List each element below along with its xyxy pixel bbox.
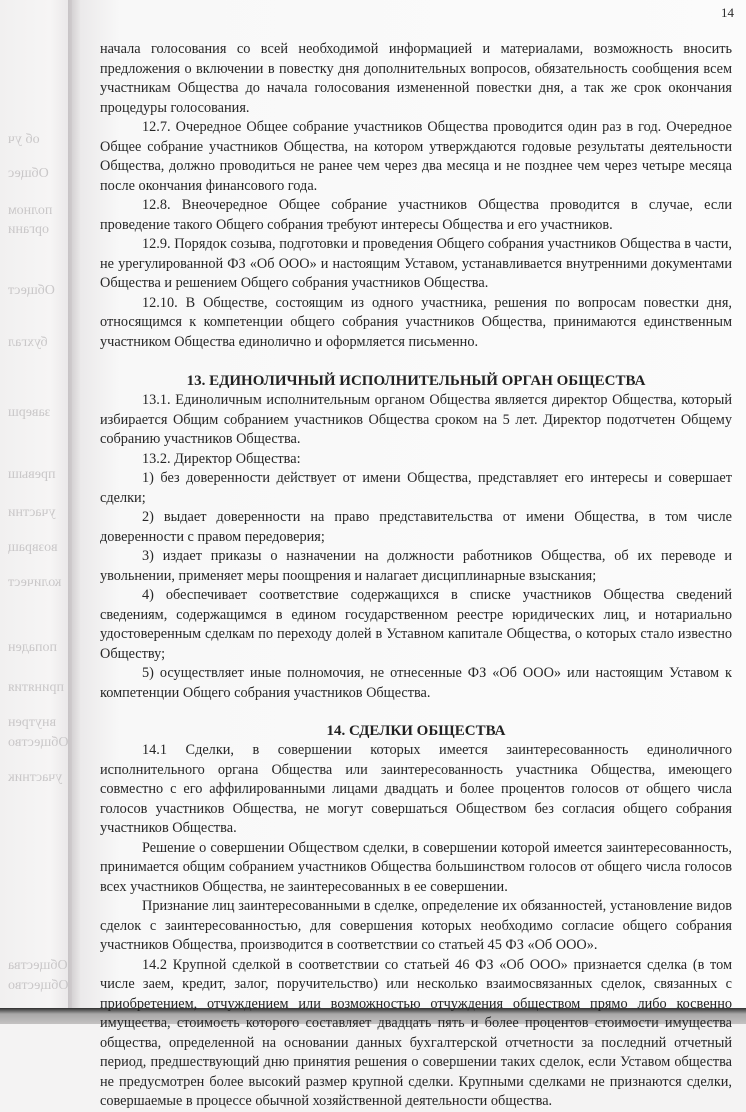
paragraph-12-7: 12.7. Очередное Общее собрание участников Общества проводится один раз в год. Очередное Общее собрание участников Общества, на котором утверждаются годовые результаты деятельности Общества, должно проводиться не ранее чем через два месяца и не позднее чем через четыре месяца после окончания финансового года.	[100, 119, 732, 194]
list-item-13-2-1: 1) без доверенности действует от имени Общества, представляет его интересы и совершает сделки;	[100, 470, 732, 506]
bleed-through-text: бухгал	[8, 335, 48, 350]
bleed-through-text: превыш	[8, 467, 56, 482]
paragraph-14-1-decision: Решение о совершении Обществом сделки, в совершении которой имеется заинтересованность, принимается общим собранием участников Общества большинством голосов от общего числа голосов всех участников Общества, не заинтересованных в ее совершении.	[100, 839, 732, 895]
bleed-through-text: внутрен	[8, 715, 57, 730]
bleed-through-text: участни	[8, 505, 56, 520]
bleed-through-text: возвращ	[8, 540, 58, 555]
bleed-through-text: заверш	[8, 405, 51, 420]
bleed-through-text: органи	[8, 222, 49, 237]
paragraph-continuation: начала голосования со всей необходимой информацией и материалами, возможность вносить предложения о включении в повестку дня дополнительных вопросов, обязательность сообщения всем участникам Общества до начала голосования измененной повестки дня, а так же срок окончания процедуры голосования.	[100, 41, 732, 116]
bleed-through-text: полном	[8, 203, 53, 218]
adjacent-page-edge	[0, 0, 72, 1008]
document-body	[100, 0, 732, 1112]
bleed-through-text: принятия	[8, 680, 64, 695]
bleed-through-text: Общест	[8, 283, 55, 298]
bleed-through-text: Общества	[8, 958, 68, 973]
paragraph-13-1: 13.1. Единоличным исполнительным органом Общества является директор Общества, который избирается Общим собранием участников Общества сроком на 5 лет. Директор подотчетен Общему собранию участников Общества.	[100, 392, 732, 447]
paragraph-12-9: 12.9. Порядок созыва, подготовки и проведения Общего собрания участников Общества в части, не урегулированной ФЗ «Об ООО» и настоящим Уставом, устанавливается внутренними документами Общества и решением Общего собрания участников Общества.	[100, 236, 732, 291]
section-14-heading: 14. СДЕЛКИ ОБЩЕСТВА	[326, 723, 506, 739]
bleed-through-text: об уч	[8, 132, 40, 147]
list-item-13-2-3: 3) издает приказы о назначении на должности работников Общества, об их переводе и увольнении, применяет меры поощрения и налагает дисциплинарные взыскания;	[100, 548, 732, 584]
bleed-through-text: Общество	[8, 735, 69, 750]
paragraph-12-10: 12.10. В Обществе, состоящим из одного участника, решения по вопросам повестки дня, относящимся к компетенции общего собрания участников Общества, принимаются единственным участником Общества единолично и оформляется письменно.	[100, 294, 732, 350]
list-item-13-2-5: 5) осуществляет иные полномочия, не отнесенные ФЗ «Об ООО» или настоящим Уставом к компетенции Общего собрания участников Общества.	[100, 665, 732, 701]
paragraph-14-1: 14.1 Сделки, в совершении которых имеется заинтересованность единоличного исполнительного органа Общества или заинтересованность участника Общества, имеющего совместно с его аффилированными лицами двадцать и более процентов голосов от общего числа голосов участников Общества, не могут совершаться Обществом без согласия общего собрания участников Общества.	[100, 742, 732, 836]
bleed-through-text: количест	[8, 575, 62, 590]
bleed-through-text: участник	[8, 770, 63, 785]
list-item-13-2-4: 4) обеспечивает соответствие содержащихся в списке участников Общества сведений сведениям, содержащимся в едином государственном реестре юридических лиц, и нотариально удостоверенным сделкам по переходу долей в Уставном капитале Общества, о которых стало известно Обществу;	[100, 587, 732, 662]
bleed-through-text: попаден	[8, 640, 58, 655]
page-number: 14	[721, 5, 734, 20]
list-item-13-2-2: 2) выдает доверенности на право представительства от имени Общества, в том числе доверенности с правом передоверия;	[100, 509, 732, 545]
paragraph-12-8: 12.8. Внеочередное Общее собрание участников Общества проводится в случае, если проведение такого Общего собрания требуют интересы Общества и его участников.	[100, 197, 732, 233]
section-13-heading: 13. ЕДИНОЛИЧНЫЙ ИСПОЛНИТЕЛЬНЫЙ ОРГАН ОБЩЕСТВА	[186, 373, 646, 389]
paragraph-14-2: 14.2 Крупной сделкой в соответствии со статьей 46 ФЗ «Об ООО» признается сделка (в том числе заем, кредит, залог, поручительство) или несколько взаимосвязанных сделок, связанных с приобретением, отчуждением или возможностью отчуждения обществом прямо либо косвенно имущества, стоимость которого составляет двадцать пять и более процентов стоимости имущества общества, определенной на основании данных бухгалтерской отчетности за последний отчетный период, предшествующий дню принятия решения о совершении таких сделок, если Уставом общества не предусмотрен более высокий размер крупной сделки. Крупными сделками не признаются сделки, совершаемые в процессе обычной хозяйственной деятельности общества.	[100, 956, 732, 1109]
bleed-through-text: Общес	[8, 166, 49, 181]
paragraph-13-2: 13.2. Директор Общества:	[142, 450, 301, 467]
paragraph-14-1-recognition: Признание лиц заинтересованными в сделке, определение их обязанностей, установление видов сделок с заинтересованностью, для совершения которых необходимо согласие общего собрания участников Общества, производится в соответствии со статьей 45 ФЗ «Об ООО».	[100, 898, 732, 953]
bleed-through-text: Общество	[8, 978, 69, 993]
